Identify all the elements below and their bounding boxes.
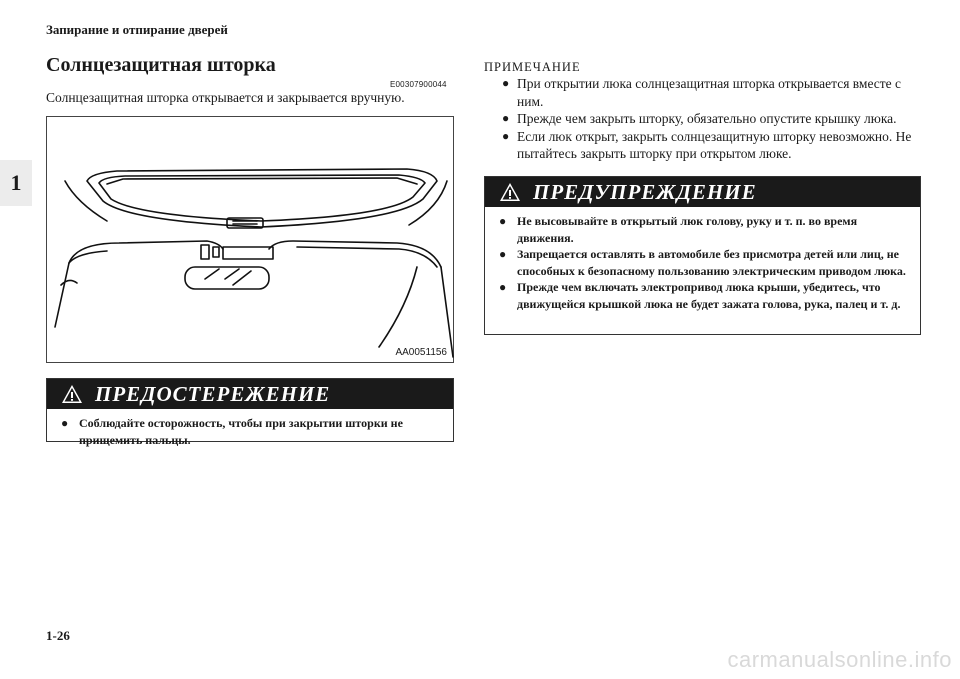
section-code: E00307900044 <box>390 80 447 89</box>
warning-triangle-icon <box>61 384 83 404</box>
note-item: ● Если люк открыт, закрыть солнцезащитную шторку невозможно. Не пытайтесь закрыть шторку при открытом люке. <box>484 128 924 163</box>
note-item: ● Прежде чем закрыть шторку, обязательно опустите крышку люка. <box>484 110 924 128</box>
caution-box <box>46 378 454 447</box>
a-pillar-right <box>441 267 453 357</box>
note-title: ПРИМЕЧАНИЕ <box>484 60 581 74</box>
caution-header <box>47 379 453 409</box>
a-pillar-right-inner <box>379 267 417 347</box>
sunshade-illustration <box>46 116 454 363</box>
note-item: ● При открытии люка солнцезащитная шторка открывается вместе с ним. <box>484 75 924 110</box>
warning-triangle-icon <box>499 182 521 202</box>
section-intro: Солнцезащитная шторка открывается и закрывается вручную. <box>46 90 405 105</box>
caution-title: ПРЕДОСТЕРЕЖЕНИЕ <box>95 381 331 406</box>
a-pillar-left <box>55 263 69 327</box>
page-number: 1-26 <box>46 628 70 643</box>
visor-right-lower <box>297 247 437 267</box>
sunroof-frame-inner <box>99 175 425 221</box>
note-block <box>484 60 924 163</box>
chapter-tab: 1 <box>0 160 32 206</box>
warning-box <box>484 176 921 335</box>
section-title: Солнцезащитная шторка <box>46 54 276 76</box>
warning-item: ● Не высовывайте в открытый люк голову, руку и т. п. во время движения. <box>497 213 910 246</box>
warning-header <box>485 177 920 207</box>
headliner-right <box>409 181 447 225</box>
sunroof-drawing <box>47 117 455 364</box>
running-head: Запирание и отпирание дверей <box>46 22 228 37</box>
visor-left-lower <box>69 251 107 263</box>
caution-list <box>47 409 453 456</box>
warning-item: ● Запрещается оставлять в автомобиле без присмотра детей или лиц, не способных к безопасному пользованию электрическим приводом люка. <box>497 246 910 279</box>
visor-right <box>269 241 441 267</box>
warning-title: ПРЕДУПРЕЖДЕНИЕ <box>533 179 757 204</box>
sunroof-frame-inner-line <box>107 178 417 184</box>
caution-item: ● Соблюдайте осторожность, чтобы при закрытии шторки не прищемить пальцы. <box>59 415 443 448</box>
note-list <box>484 75 924 163</box>
figure-code: AA0051156 <box>395 347 447 358</box>
watermark: carmanualsonline.info <box>727 647 952 672</box>
headliner-left <box>65 181 107 221</box>
warning-list <box>485 207 920 320</box>
warning-item: ● Прежде чем включать электропривод люка крыши, убедитесь, что движущейся крышкой люка не будет зажата голова, рука, палец и т. д. <box>497 279 910 312</box>
